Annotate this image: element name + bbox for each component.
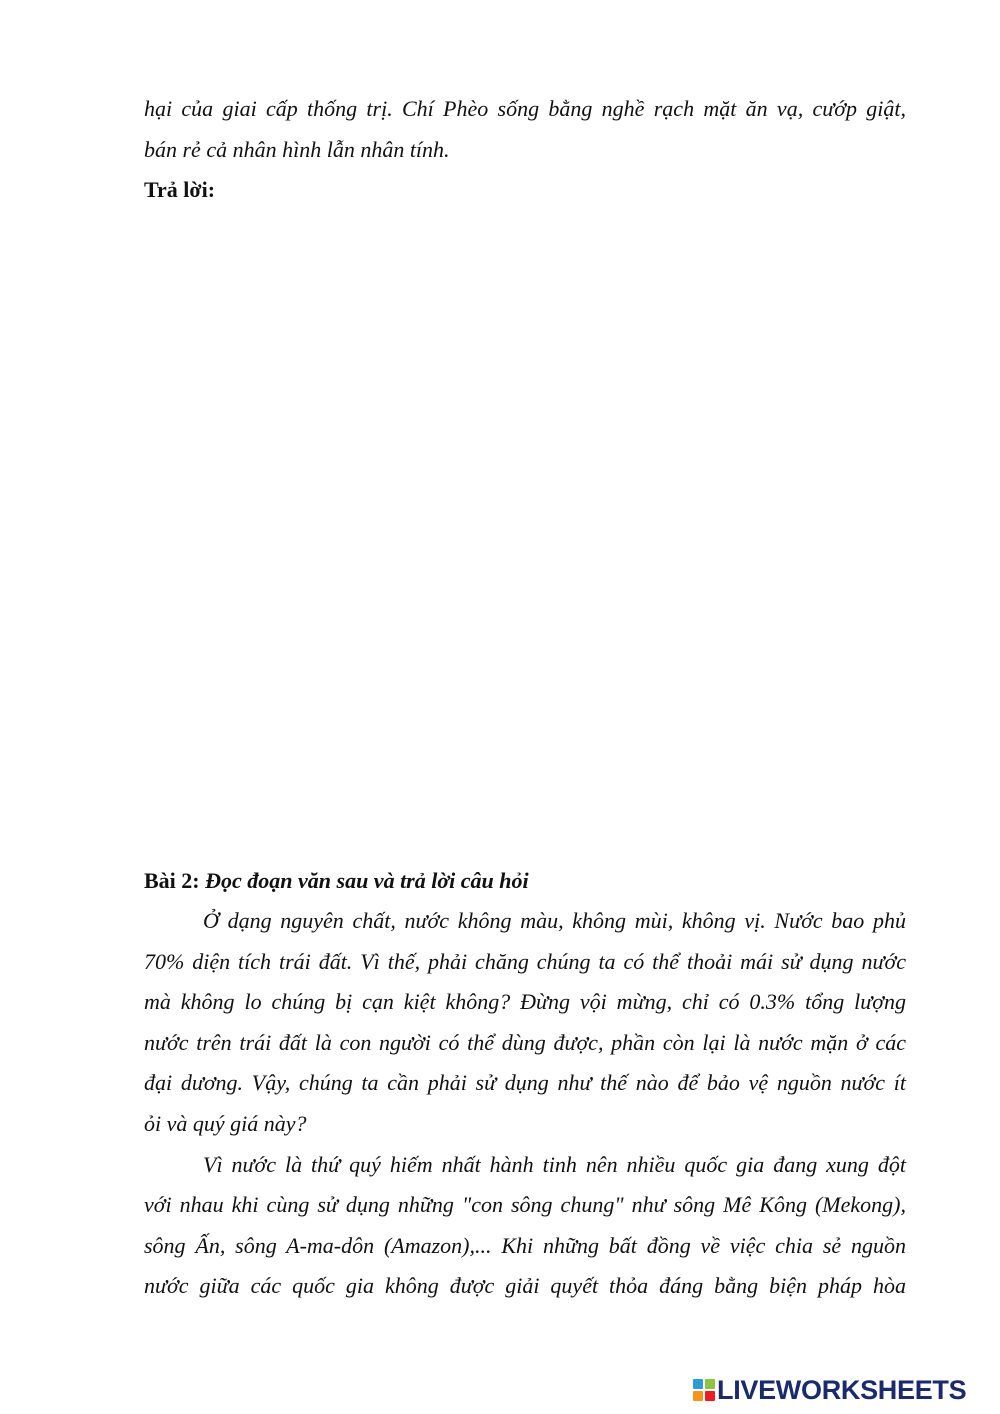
liveworksheets-logo (693, 1374, 966, 1406)
paragraph-line: mà không lo chúng bị cạn kiệt không? Đừng vội mừng, chỉ có 0.3% tổng lượng (144, 989, 906, 1014)
logo-square-red (705, 1391, 715, 1401)
worksheet-page (144, 0, 906, 1414)
paragraph-line: ỏi và quý giá này? (144, 1111, 307, 1136)
liveworksheets-logo-icon (693, 1379, 715, 1401)
paragraph-line: nước trên trái đất là con người có thể dùng được, phần còn lại là nước mặn ở các (144, 1030, 906, 1055)
answer-label: Trả lời: (144, 177, 216, 202)
paragraph-line: đại dương. Vậy, chúng ta cần phải sử dụng như thế nào để bảo vệ nguồn nước ít (144, 1070, 906, 1095)
paragraph-line: nước giữa các quốc gia không được giải quyết thỏa đáng bằng biện pháp hòa (144, 1273, 906, 1298)
exercise-number: Bài 2: (144, 868, 200, 893)
paragraph-line: Vì nước là thứ quý hiếm nhất hành tinh nên nhiều quốc gia đang xung đột (203, 1152, 906, 1177)
paragraph-line: sông Ấn, sông A-ma-dôn (Amazon),... Khi những bất đồng về việc chia sẻ nguồn (144, 1233, 906, 1258)
paragraph-line: Ở dạng nguyên chất, nước không màu, không mùi, không vị. Nước bao phủ (203, 908, 906, 933)
logo-text: LIVEWORKSHEETS (717, 1375, 967, 1405)
logo-square-green (705, 1379, 715, 1389)
exercise-heading (144, 866, 906, 896)
passage-line: hại của giai cấp thống trị. Chí Phèo sống bằng nghề rạch mặt ăn vạ, cướp giật, (144, 96, 906, 121)
answer-area[interactable] (144, 212, 906, 852)
logo-square-orange (693, 1391, 703, 1401)
exercise-instruction: Đọc đoạn văn sau và trả lời câu hỏi (205, 868, 529, 893)
passage-line: bán rẻ cả nhân hình lẫn nhân tính. (144, 137, 450, 162)
logo-square-blue (693, 1379, 703, 1389)
paragraph-line: với nhau khi cùng sử dụng những "con sông chung" như sông Mê Kông (Mekong), (144, 1192, 906, 1217)
paragraph-line: 70% diện tích trái đất. Vì thế, phải chăng chúng ta có thể thoải mái sử dụng nước (144, 949, 906, 974)
